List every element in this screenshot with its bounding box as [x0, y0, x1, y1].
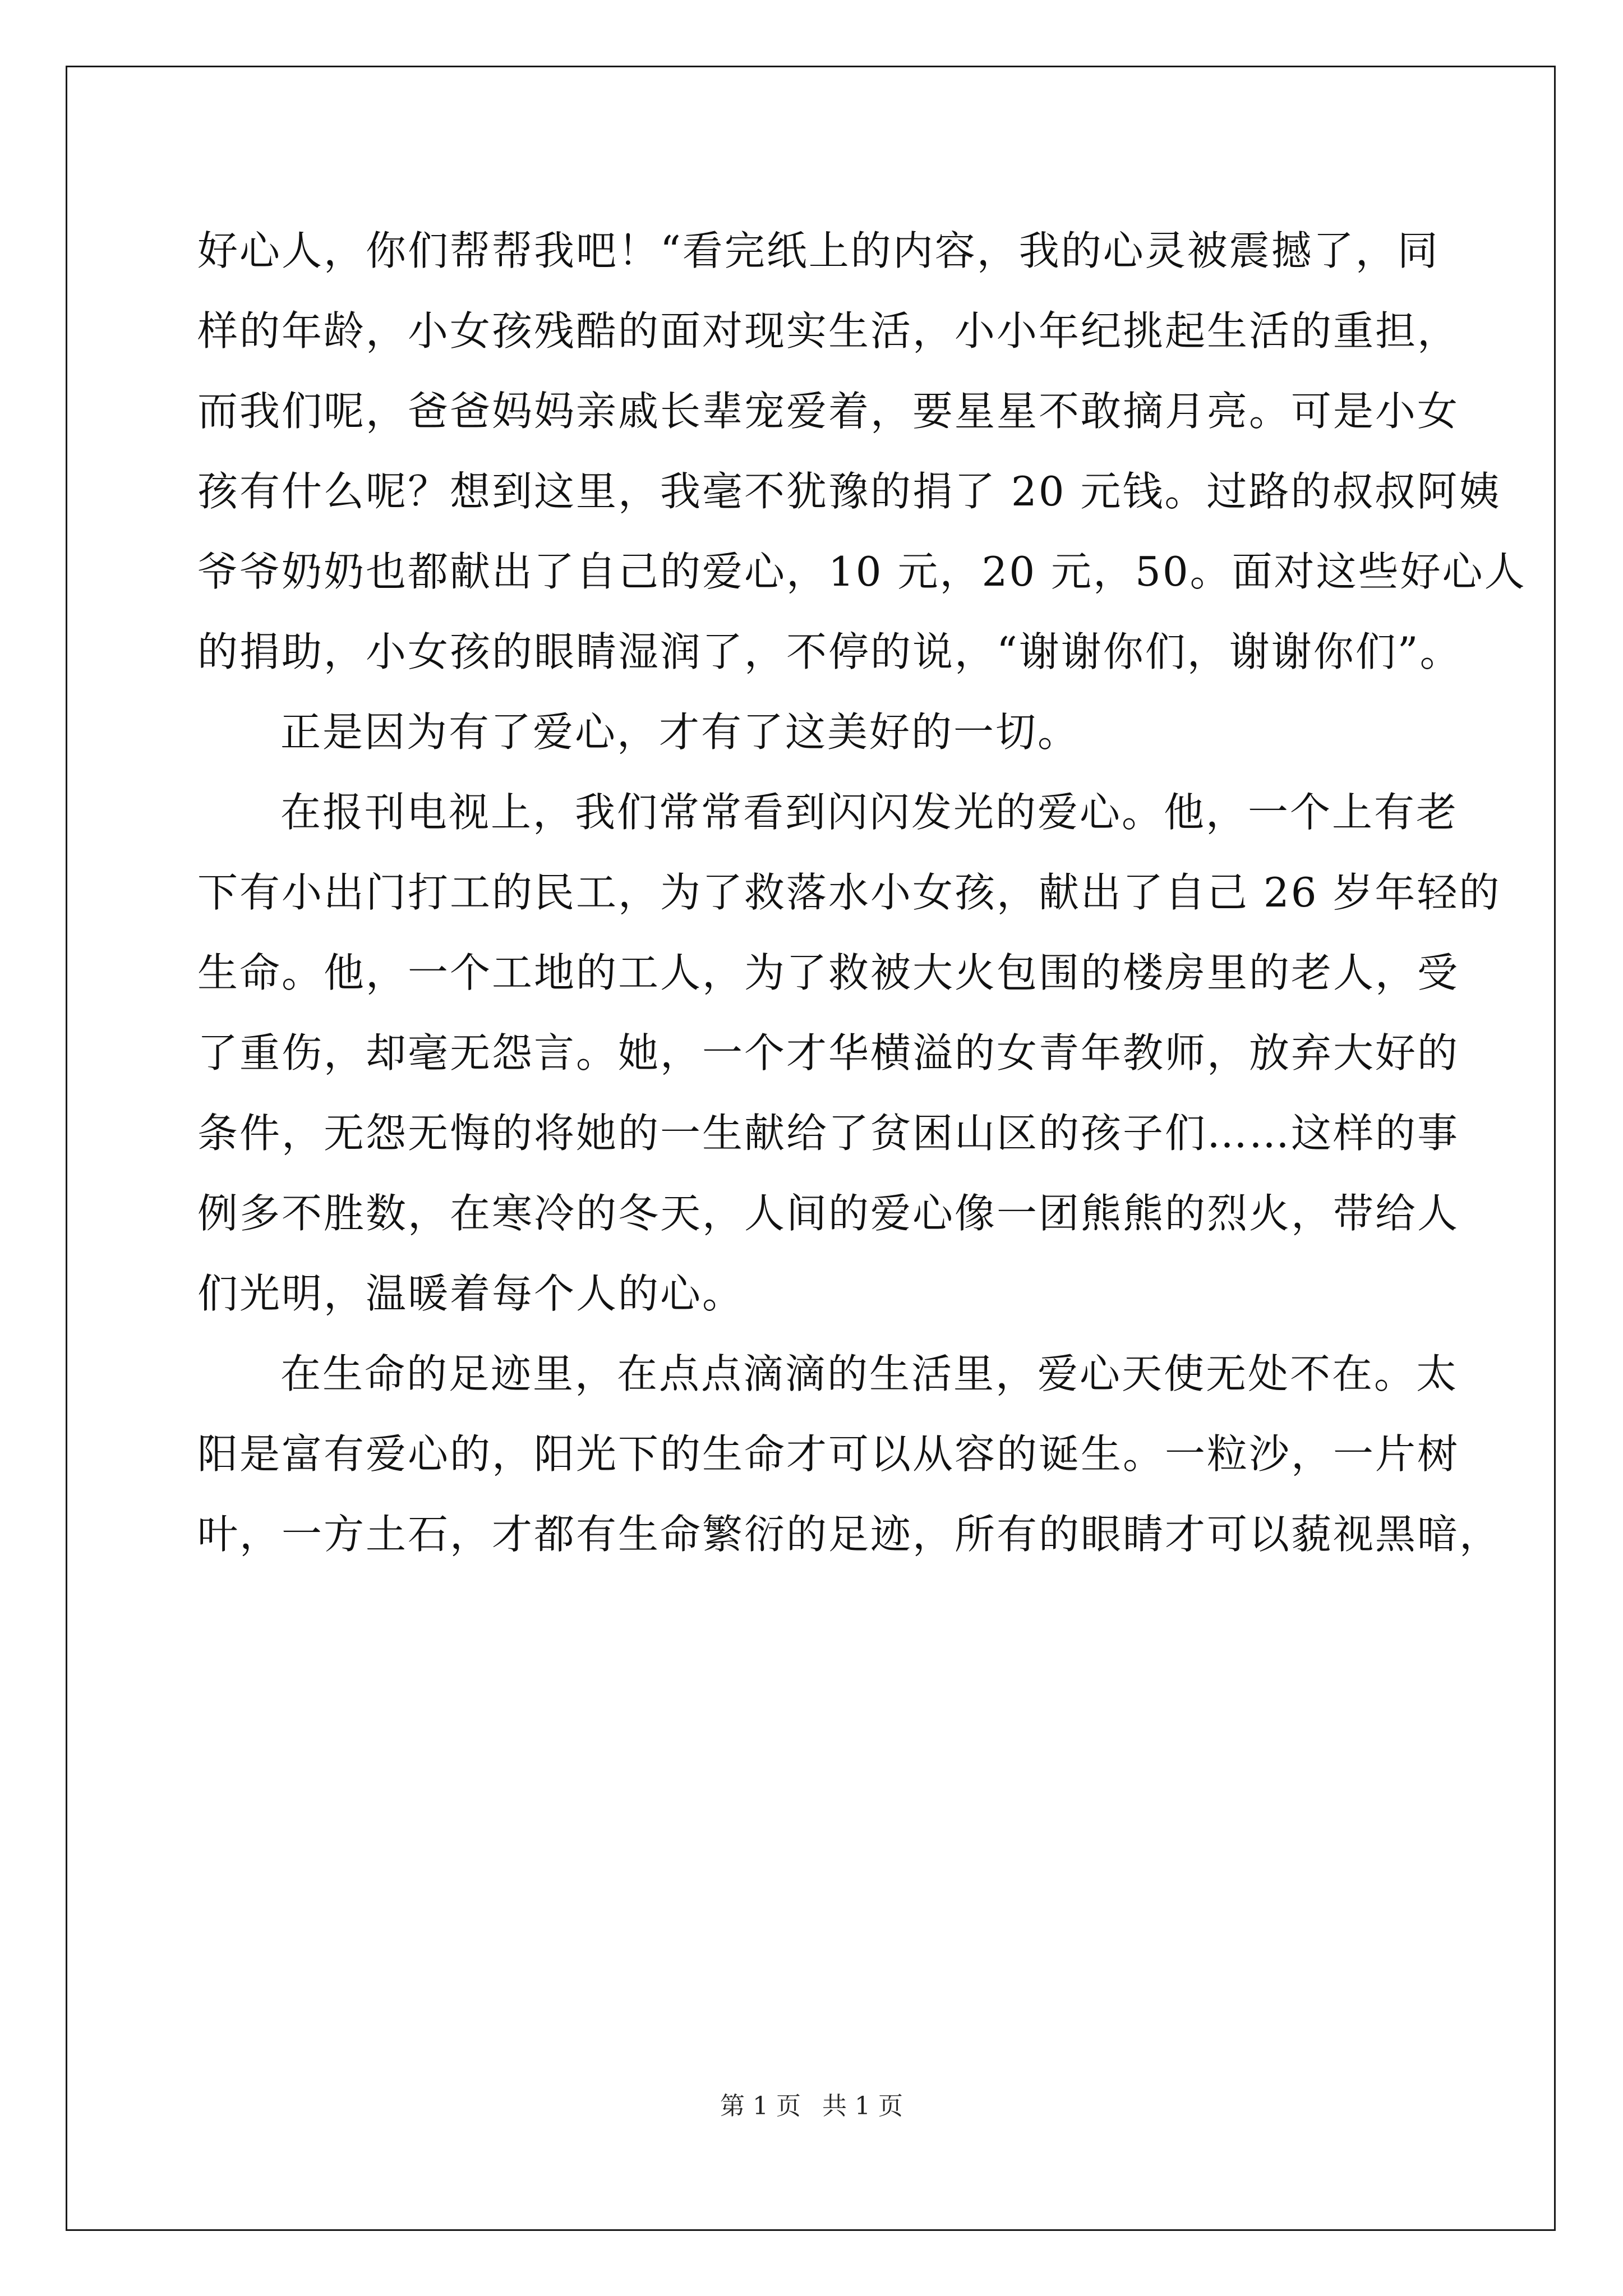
page-number: 第 1 页	[720, 2092, 801, 2120]
text-line: 生命。他，一个工地的工人，为了救被大火包围的楼房里的老人，受	[197, 949, 1460, 996]
text-line: 条件，无怨无悔的将她的一生献给了贫困山区的孩子们……这样的事	[197, 1110, 1460, 1157]
text-line: 孩有什么呢？想到这里，我毫不犹豫的捐了 20 元钱。过路的叔叔阿姨	[197, 468, 1501, 515]
text-line: 爷爷奶奶也都献出了自己的爱心，10 元，20 元，50。面对这些好心人	[197, 548, 1527, 595]
text-line: 的捐助，小女孩的眼睛湿润了，不停的说，“谢谢你们，谢谢你们”。	[197, 628, 1462, 675]
page-footer	[0, 2090, 1623, 2123]
text-line: 在报刊电视上，我们常常看到闪闪发光的爱心。他，一个上有老	[280, 789, 1459, 836]
text-line: 正是因为有了爱心，才有了这美好的一切。	[280, 708, 1080, 756]
text-line: 而我们呢，爸爸妈妈亲戚长辈宠爱着，要星星不敢摘月亮。可是小女	[197, 388, 1460, 435]
text-line: 阳是富有爱心的，阳光下的生命才可以从容的诞生。一粒沙，一片树	[197, 1430, 1460, 1478]
text-line: 例多不胜数，在寒冷的冬天，人间的爱心像一团熊熊的烈火，带给人	[197, 1190, 1460, 1237]
text-line: 叶，一方土石，才都有生命繁衍的足迹，所有的眼睛才可以藐视黑暗，	[197, 1511, 1502, 1558]
document-body	[197, 211, 1527, 1575]
text-line: 在生命的足迹里，在点点滴滴的生活里，爱心天使无处不在。太	[280, 1350, 1459, 1397]
text-line: 好心人，你们帮帮我吧！“看完纸上的内容，我的心灵被震撼了，同	[197, 227, 1440, 274]
page-total: 共 1 页	[822, 2092, 903, 2120]
text-line: 了重伤，却毫无怨言。她，一个才华横溢的女青年教师，放弃大好的	[197, 1029, 1460, 1076]
text-line: 样的年龄，小女孩残酷的面对现实生活，小小年纪挑起生活的重担，	[197, 307, 1460, 355]
text-line: 们光明，温暖着每个人的心。	[197, 1270, 745, 1317]
text-line: 下有小出门打工的民工，为了救落水小女孩，献出了自己 26 岁年轻的	[197, 869, 1501, 916]
